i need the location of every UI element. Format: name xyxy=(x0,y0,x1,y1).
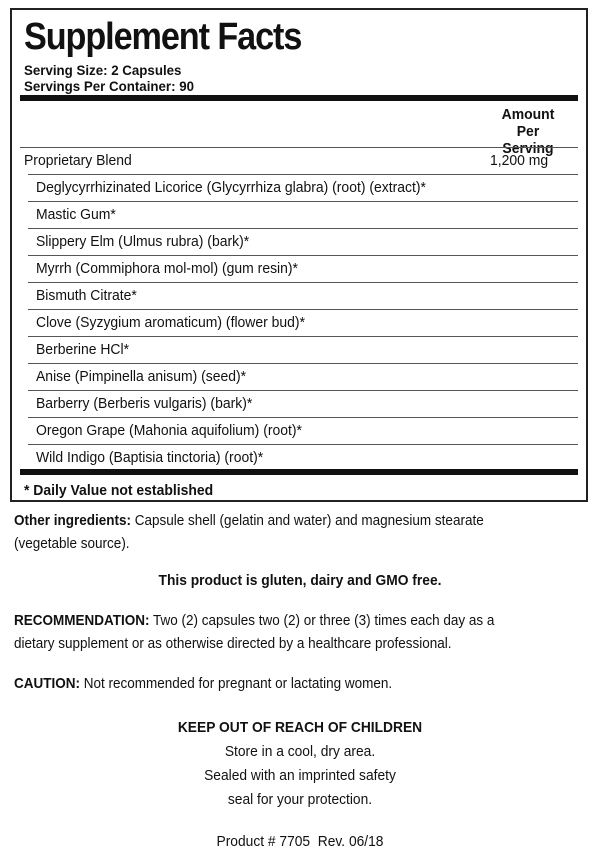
caution-text: Not recommended for pregnant or lactating women. xyxy=(79,675,393,692)
thick-divider-top xyxy=(20,95,578,101)
recommendation-text-cont: dietary supplement or as otherwise directed by a healthcare professional. xyxy=(14,635,452,652)
ingredient-row xyxy=(28,255,578,282)
allergen-free-statement: This product is gluten, dairy and GMO free. xyxy=(158,572,442,589)
storage-line-3: seal for your protection. xyxy=(227,791,373,808)
ingredient-row xyxy=(28,336,578,363)
ingredient-row xyxy=(28,174,578,201)
other-ingredients-text: Capsule shell (gelatin and water) and magnesium stearate xyxy=(131,512,484,529)
thick-divider-bottom xyxy=(20,469,578,475)
ingredient-row xyxy=(28,201,578,228)
ingredient-row xyxy=(28,282,578,309)
ingredient-name: Myrrh (Commiphora mol-mol) (gum resin)* xyxy=(36,260,298,277)
ingredient-name: Mastic Gum* xyxy=(36,206,116,223)
caution xyxy=(14,672,572,695)
blend-amount: 1,200 mg xyxy=(490,152,549,169)
ingredient-row xyxy=(28,363,578,390)
other-ingredients-text-cont: (vegetable source). xyxy=(14,535,130,552)
ingredient-name: Berberine HCl* xyxy=(36,341,130,358)
daily-value-footnote: * Daily Value not established xyxy=(24,482,214,499)
servings-per-container: Servings Per Container: 90 xyxy=(24,78,195,94)
ingredient-name: Bismuth Citrate* xyxy=(36,287,137,304)
storage-line-1: Store in a cool, dry area. xyxy=(224,743,376,760)
amount-per-serving-header: Amount Per Serving xyxy=(501,106,555,157)
ingredient-row xyxy=(28,417,578,444)
ingredient-name: Anise (Pimpinella anisum) (seed)* xyxy=(36,368,247,385)
supplement-facts-panel xyxy=(10,8,588,502)
ingredient-name: Wild Indigo (Baptisia tinctoria) (root)* xyxy=(36,449,264,466)
ingredient-name: Deglycyrrhizinated Licorice (Glycyrrhiza glabra) (root) (extract)* xyxy=(36,179,426,196)
panel-title: Supplement Facts xyxy=(24,16,302,58)
ingredient-name: Barberry (Berberis vulgaris) (bark)* xyxy=(36,395,253,412)
recommendation xyxy=(14,609,572,655)
storage-line-2: Sealed with an imprinted safety xyxy=(204,767,396,784)
blend-row xyxy=(20,147,578,174)
product-number: Product # 7705 Rev. 06/18 xyxy=(216,833,384,850)
ingredient-name: Oregon Grape (Mahonia aquifolium) (root)* xyxy=(36,422,302,439)
ingredient-name: Clove (Syzygium aromaticum) (flower bud)* xyxy=(36,314,306,331)
other-ingredients-label: Other ingredients: xyxy=(14,512,132,529)
recommendation-label: RECOMMENDATION: xyxy=(14,612,150,629)
ingredient-row xyxy=(28,444,578,469)
other-ingredients xyxy=(14,509,572,555)
ingredient-row xyxy=(28,309,578,336)
serving-size: Serving Size: 2 Capsules xyxy=(24,62,182,78)
keep-out-of-reach-heading: KEEP OUT OF REACH OF CHILDREN xyxy=(177,719,423,736)
blend-name: Proprietary Blend xyxy=(24,152,132,169)
ingredient-name: Slippery Elm (Ulmus rubra) (bark)* xyxy=(36,233,250,250)
recommendation-text: Two (2) capsules two (2) or three (3) times each day as a xyxy=(149,612,495,629)
ingredient-row xyxy=(28,228,578,255)
ingredient-row xyxy=(28,390,578,417)
caution-label: CAUTION: xyxy=(14,675,80,692)
